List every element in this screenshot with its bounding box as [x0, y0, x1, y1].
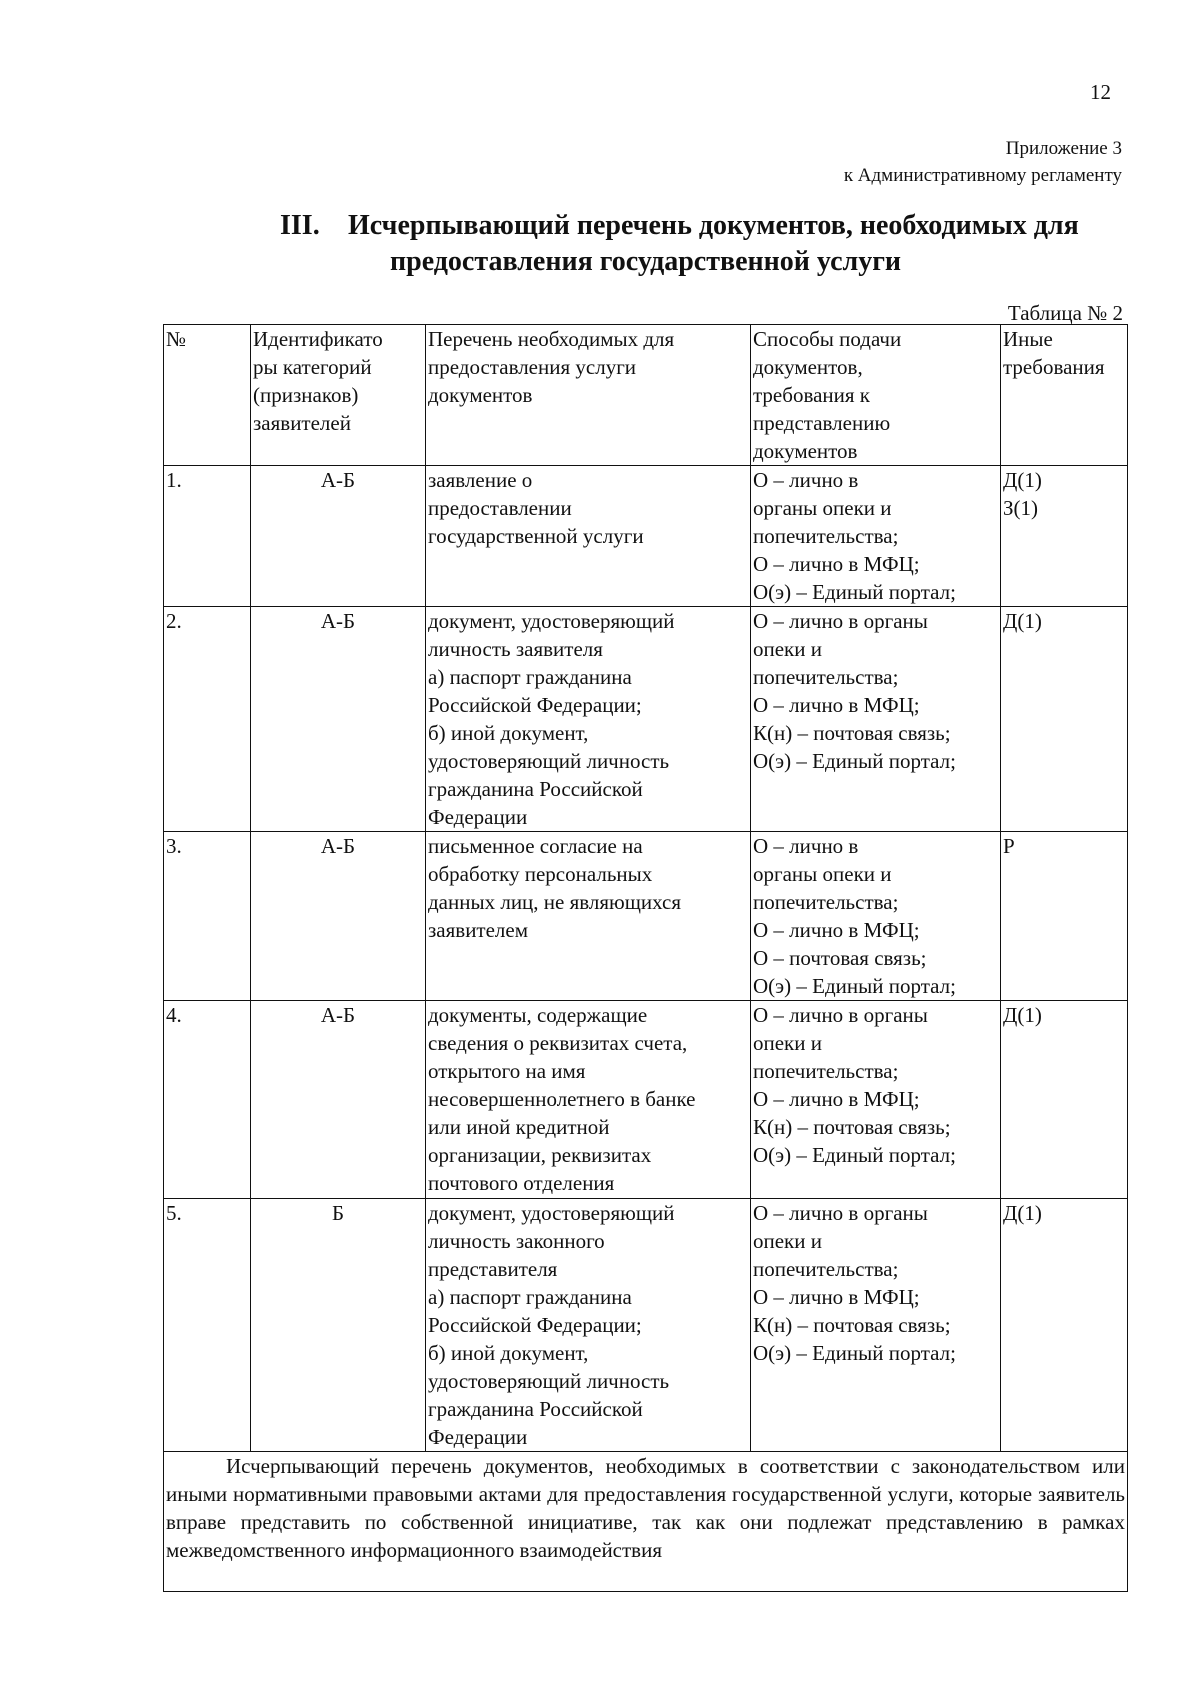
table-row [164, 466, 1128, 607]
row-methods: О – лично в органы опеки и попечительства; О – лично в МФЦ; К(н) – почтовая связь; О(э) – Единый портал; [751, 607, 1001, 832]
row-document: заявление о предоставлении государственной услуги [426, 466, 751, 607]
row-other: Д(1) [1001, 1001, 1128, 1199]
row-methods: О – лично в органы опеки и попечительства; О – лично в МФЦ; О – почтовая связь; О(э) – Единый портал; [751, 832, 1001, 1001]
row-category: А-Б [251, 466, 426, 607]
table-row [164, 1001, 1128, 1199]
appendix-line-2: к Административному регламенту [843, 165, 1122, 186]
header-other: Иные требования [1001, 325, 1128, 466]
row-document: письменное согласие на обработку персональных данных лиц, не являющихся заявителем [426, 832, 751, 1001]
section-number: III. [280, 210, 320, 241]
row-number: 1. [164, 466, 251, 607]
row-other: Д(1) З(1) [1001, 466, 1128, 607]
row-methods: О – лично в органы опеки и попечительства; О – лично в МФЦ; К(н) – почтовая связь; О(э) – Единый портал; [751, 1199, 1001, 1452]
table-caption: Таблица № 2 [1007, 301, 1123, 325]
row-category: А-Б [251, 607, 426, 832]
appendix-reference [844, 135, 1122, 189]
row-number: 3. [164, 832, 251, 1001]
row-document: документ, удостоверяющий личность заявителя а) паспорт гражданина Российской Федерации; б) иной документ, удостоверяющий личность гражданина Российской Федерации [426, 607, 751, 832]
row-category: Б [251, 1199, 426, 1452]
table-row [164, 1199, 1128, 1452]
row-category: А-Б [251, 832, 426, 1001]
documents-table [163, 324, 1128, 1592]
table-header-row [164, 325, 1128, 466]
row-other: Д(1) [1001, 607, 1128, 832]
row-other: Р [1001, 832, 1128, 1001]
table-footer-row [164, 1452, 1128, 1592]
row-document: документ, удостоверяющий личность законного представителя а) паспорт гражданина Российской Федерации; б) иной документ, удостоверяющий личность гражданина Российской Федерации [426, 1199, 751, 1452]
appendix-line-1: Приложение 3 [1005, 138, 1122, 159]
header-category: Идентификато ры категорий (признаков) заявителей [251, 325, 426, 466]
section-title-line-2: предоставления государственной услуги [390, 246, 902, 277]
row-methods: О – лично в органы опеки и попечительства; О – лично в МФЦ; К(н) – почтовая связь; О(э) – Единый портал; [751, 1001, 1001, 1199]
header-number: № [164, 325, 251, 466]
row-methods: О – лично в органы опеки и попечительства; О – лично в МФЦ; О(э) – Единый портал; [751, 466, 1001, 607]
row-number: 2. [164, 607, 251, 832]
table-row [164, 607, 1128, 832]
row-other: Д(1) [1001, 1199, 1128, 1452]
section-title [280, 208, 1130, 280]
table-row [164, 832, 1128, 1001]
header-methods: Способы подачи документов, требования к представлению документов [751, 325, 1001, 466]
row-category: А-Б [251, 1001, 426, 1199]
page-number: 12 [1090, 80, 1111, 104]
row-number: 5. [164, 1199, 251, 1452]
row-document: документы, содержащие сведения о реквизитах счета, открытого на имя несовершеннолетнего в банке или иной кредитной организации, реквизитах почтового отделения [426, 1001, 751, 1199]
section-title-line-1: Исчерпывающий перечень документов, необходимых для [348, 210, 1079, 241]
table-footer-text: Исчерпывающий перечень документов, необходимых в соответствии с законодательством или иными нормативными правовыми актами для предоставления государственной услуги, которые заявитель вправе представить по собственной инициативе, так как они подлежат представлению в рамках межведомственного информационного взаимодействия [164, 1452, 1128, 1592]
header-documents: Перечень необходимых для предоставления услуги документов [426, 325, 751, 466]
row-number: 4. [164, 1001, 251, 1199]
